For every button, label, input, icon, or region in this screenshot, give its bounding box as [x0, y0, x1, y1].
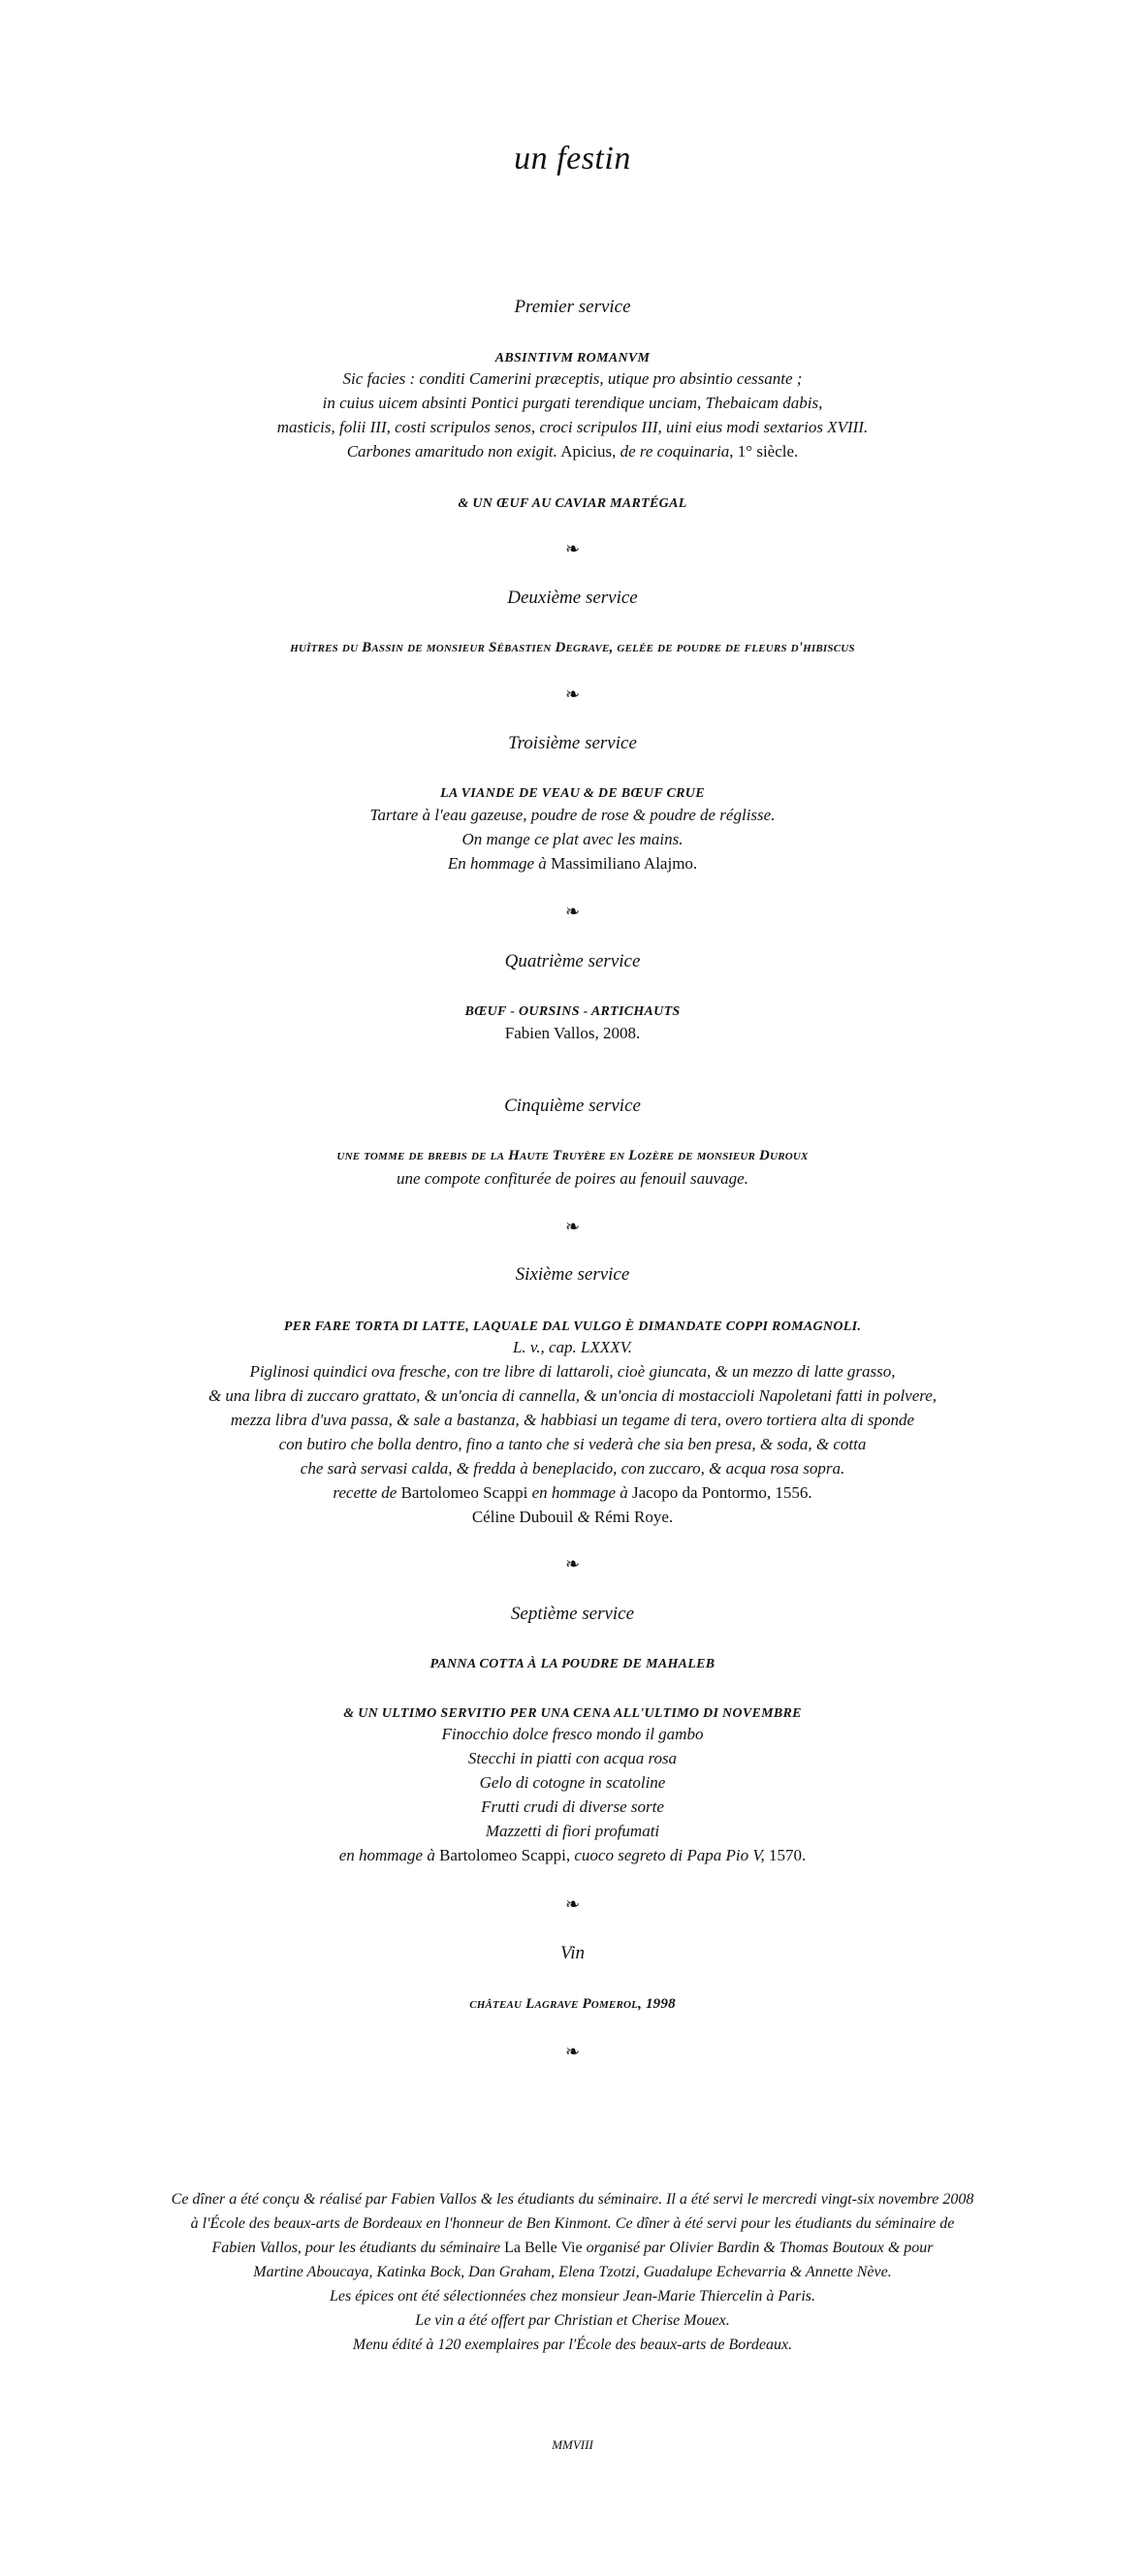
credit-name: Céline Dubouil [471, 1508, 578, 1526]
credit-name: Massimiliano Alajmo. [546, 854, 698, 873]
service-heading-6: Sixième service [515, 1264, 630, 1285]
dish-title-1: ABSINTIVM ROMANVM [494, 351, 651, 366]
colophon-line: Martine Aboucaya, Katinka Bock, Dan Graham, Elena Tzotzi, Guadalupe Echevarria & Annette Nève. [253, 2264, 892, 2280]
credit-role: cuoco segreto di Papa Pio V, [574, 1846, 765, 1864]
recipe-source [0, 439, 1145, 463]
credit-prefix: En hommage à [447, 854, 547, 873]
source-text: Carbones amaritudo non exigit. [346, 442, 557, 461]
course-item: Gelo di cotogne in scatoline [479, 1773, 666, 1792]
fleuron-icon: ❧ [564, 684, 581, 705]
fleuron-icon: ❧ [564, 539, 581, 559]
credit-prefix: en hommage à [338, 1846, 435, 1864]
source-date: , 1° siècle. [729, 442, 799, 461]
colophon-text: organisé par Olivier Bardin & Thomas Boutoux & pour [582, 2240, 934, 2256]
credit-dedication: en hommage à [531, 1483, 628, 1502]
service-heading-2: Deuxième service [507, 588, 638, 608]
colophon-line: Les épices ont été sélectionnées chez monsieur Jean-Marie Thiercelin à Paris. [329, 2288, 816, 2305]
colophon [0, 2187, 1145, 2357]
source-author: Apicius, [557, 442, 620, 461]
recipe-line: con butiro che bolla dentro, fino a tanto che si vederà che sia ben presa, & soda, & cotta [278, 1435, 867, 1453]
recipe-line: Piglinosi quindici ova fresche, con tre libre di lattaroli, cioè giuncata, & un mezzo di latte grasso, [249, 1362, 896, 1381]
source-work: de re coquinaria [620, 442, 730, 461]
colophon-text: Fabien Vallos, pour les étudiants du séminaire [211, 2240, 505, 2256]
year-mark: MMVIII [552, 2437, 593, 2452]
service-heading-1: Premier service [514, 297, 631, 317]
recipe-line: che sarà servasi calda, & fredda à beneplacido, con zuccaro, & acqua rosa sopra. [300, 1459, 845, 1478]
service-heading-4: Quatrième service [504, 951, 641, 971]
dish-title-4: BŒUF - OURSINS - ARTICHAUTS [464, 1004, 681, 1019]
recipe-line: une compote confiturée de poires au fenouil sauvage. [397, 1169, 748, 1188]
dish-credit [0, 1843, 1145, 1867]
fleuron-icon: ❧ [564, 902, 581, 922]
colophon-line: Le vin a été offert par Christian et Cherise Mouex. [415, 2312, 730, 2329]
colophon-line: Ce dîner a été conçu & réalisé par Fabien Vallos & les étudiants du séminaire. Il a été servi le mercredi vingt-six novembre 2008 [171, 2191, 974, 2208]
dish-title-2: huîtres du Bassin de monsieur Sébastien Degrave, gelée de poudre de fleurs d'hibiscus [290, 640, 855, 655]
recipe-line: On mange ce plat avec les mains. [461, 830, 684, 848]
dish-credit-2 [0, 1505, 1145, 1529]
credit-name: Bartolomeo Scappi [397, 1483, 532, 1502]
course-item: Mazzetti di fiori profumati [485, 1822, 660, 1840]
colophon-line: à l'École des beaux-arts de Bordeaux en l'honneur de Ben Kinmont. Ce dîner à été servi pour les étudiants du séminaire de [190, 2215, 955, 2232]
recipe-line: in cuius uicem absinti Pontici purgati terendique unciam, Thebaicam dabis, [322, 394, 823, 412]
service-heading-3: Troisième service [508, 733, 637, 753]
fleuron-icon: ❧ [564, 1217, 581, 1237]
credit-honoree: Jacopo da Pontormo, 1556. [627, 1483, 812, 1502]
dish-title-5: une tomme de brebis de la Haute Truyère en Lozère de monsieur Duroux [336, 1148, 809, 1163]
recipe-line: Sic facies : conditi Camerini præceptis, utique pro absintio cessante ; [342, 369, 803, 388]
fleuron-icon: ❧ [564, 1894, 581, 1915]
dish-credit [0, 851, 1145, 875]
recipe-line: mezza libra d'uva passa, & sale a bastanza, & habbiasi un tegame di tera, overo tortiera alta di sponde [230, 1411, 915, 1429]
colophon-line: Menu édité à 120 exemplaires par l'École des beaux-arts de Bordeaux. [352, 2337, 793, 2353]
course-item: Finocchio dolce fresco mondo il gambo [441, 1725, 704, 1743]
colophon-line [0, 2236, 1145, 2260]
service-heading-7: Septième service [510, 1604, 635, 1624]
wine-heading: Vin [560, 1943, 585, 1963]
service-heading-5: Cinquième service [504, 1096, 641, 1116]
dish-title-7: PANNA COTTA À LA POUDRE DE MAHALEB [429, 1657, 716, 1671]
recipe-line: & una libra di zuccaro grattato, & un'oncia di cannella, & un'oncia di mostaccioli Napoletani fatti in polvere, [207, 1386, 938, 1405]
dish-credit [0, 1480, 1145, 1505]
recipe-ref: L. v., cap. LXXXV. [512, 1338, 633, 1356]
fleuron-icon: ❧ [564, 1554, 581, 1574]
dish-title-3: LA VIANDE DE VEAU & DE BŒUF CRUE [440, 786, 705, 801]
dish-title-6: PER FARE TORTA DI LATTE, LAQUALE DAL VULGO È DIMANDATE COPPI ROMAGNOLI. [283, 1320, 862, 1334]
fleuron-icon: ❧ [564, 2042, 581, 2062]
credit-name: Bartolomeo Scappi, [434, 1846, 575, 1864]
course-item: Stecchi in piatti con acqua rosa [467, 1749, 678, 1767]
recipe-line: masticis, folii III, costi scripulos senos, croci scripulos III, uini eius modi sextarios XVIII. [276, 418, 869, 436]
page-title: un festin [514, 141, 631, 176]
recipe-line: Tartare à l'eau gazeuse, poudre de rose & poudre de réglisse. [369, 806, 776, 824]
dish-credit: Fabien Vallos, 2008. [504, 1024, 641, 1042]
dish-title-7b: & UN ULTIMO SERVITIO PER UNA CENA ALL'ULTIMO DI NOVEMBRE [343, 1706, 802, 1721]
credit-date: 1570. [764, 1846, 807, 1864]
credit-ampersand: & [577, 1508, 590, 1526]
credit-prefix: recette de [333, 1483, 398, 1502]
wine-title: château Lagrave Pomerol, 1998 [469, 1996, 676, 2012]
seminar-name: La Belle Vie [504, 2240, 583, 2256]
course-item: Frutti crudi di diverse sorte [481, 1797, 664, 1816]
credit-name: Rémi Roye. [589, 1508, 674, 1526]
dish-title-1b: & UN ŒUF AU CAVIAR MARTÉGAL [458, 496, 687, 511]
